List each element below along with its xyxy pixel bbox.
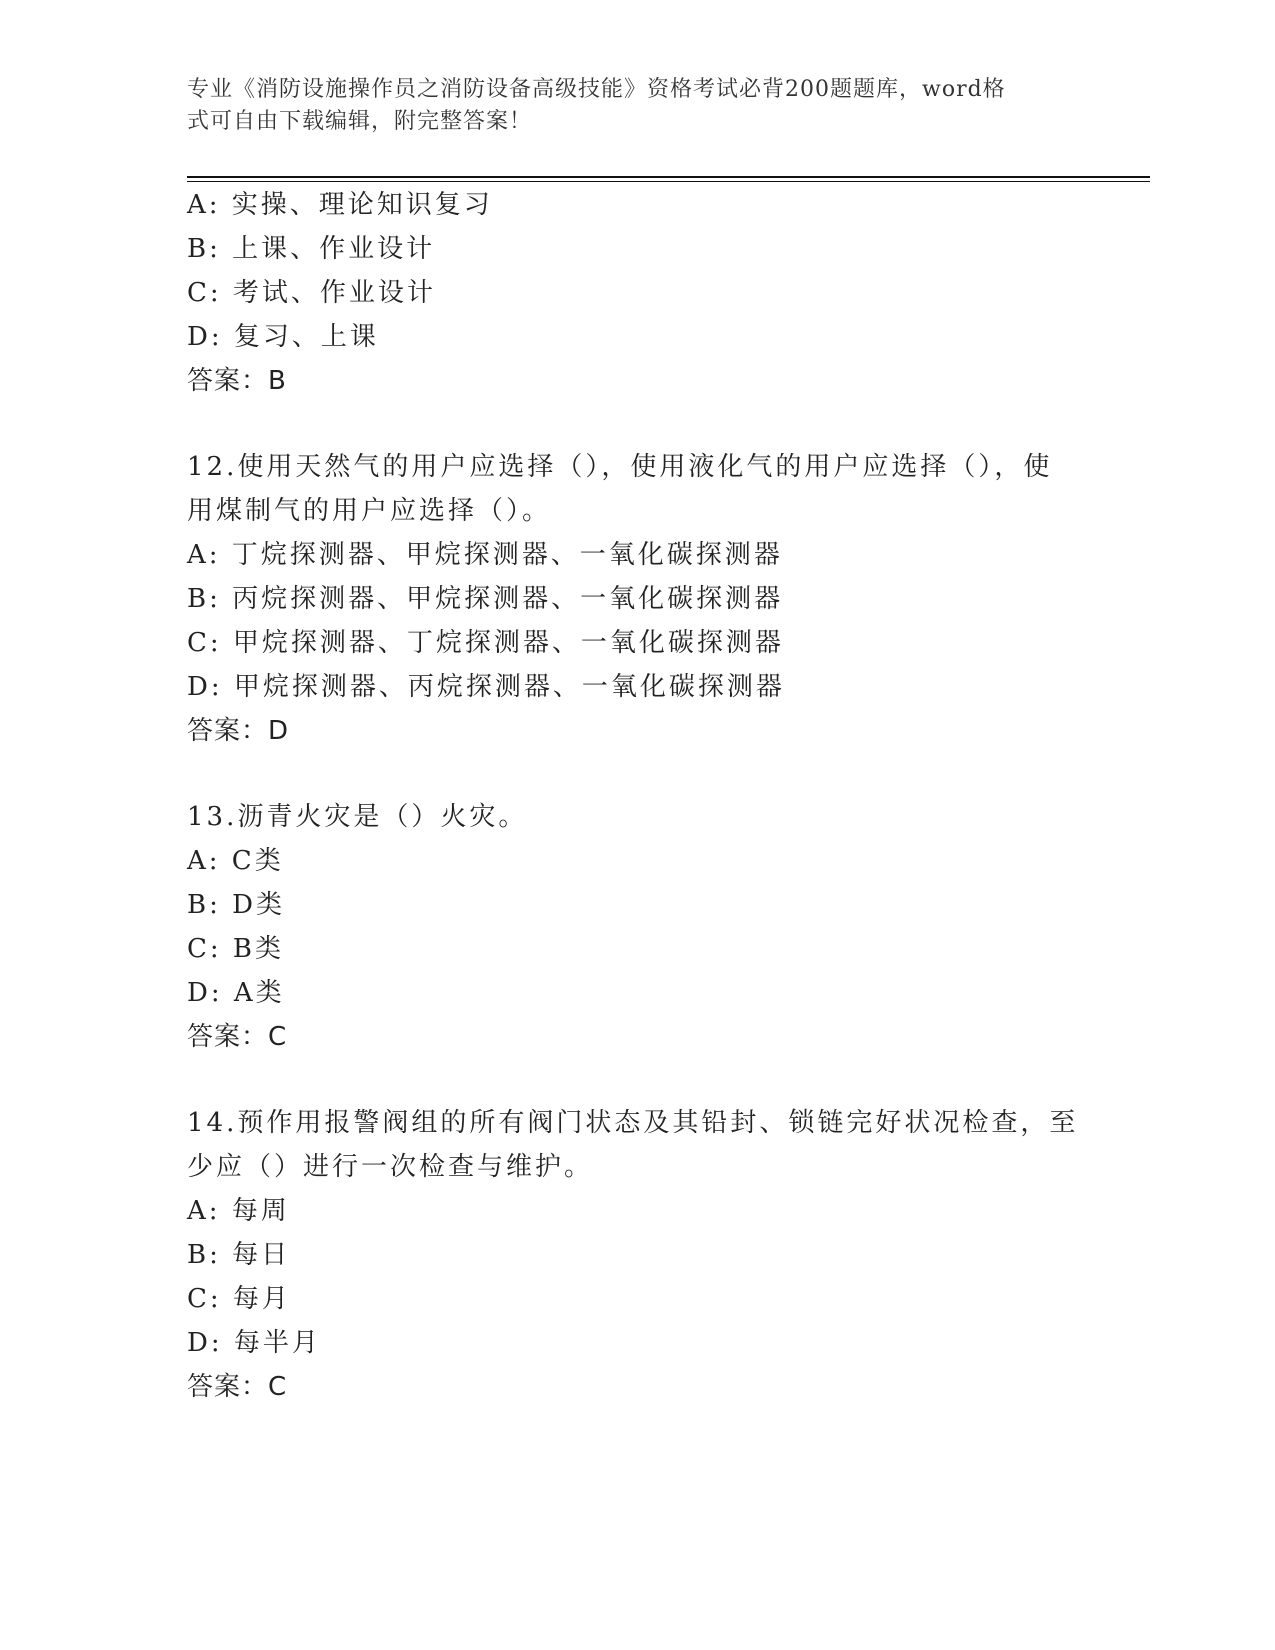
- q14-stem-line-1: 14.预作用报警阀组的所有阀门状态及其铅封、锁链完好状况检查，至: [187, 1108, 1079, 1138]
- q14-option-c: C: 每月: [187, 1284, 291, 1314]
- header-line-2: 式可自由下载编辑，附完整答案！: [187, 109, 533, 134]
- q13-option-c: C: B类: [187, 934, 285, 964]
- q12-stem-line-1: 12.使用天然气的用户应选择（），使用液化气的用户应选择（），使: [187, 452, 1053, 482]
- document-header: [187, 74, 1067, 138]
- q13-option-a: A: C类: [187, 846, 284, 876]
- q13-option-d: D: A类: [187, 978, 285, 1008]
- q12-option-a: A: 丁烷探测器、甲烷探测器、一氧化碳探测器: [187, 540, 783, 570]
- q11-option-c: C: 考试、作业设计: [187, 278, 436, 308]
- q13-stem-line-1: 13.沥青火灾是（）火灾。: [187, 802, 528, 832]
- header-line-1: 专业《消防设施操作员之消防设备高级技能》资格考试必背200题题库，word格: [187, 77, 1006, 102]
- header-divider-thin: [187, 181, 1150, 182]
- q11-answer: 答案：B: [187, 366, 287, 396]
- q13-answer: 答案：C: [187, 1022, 288, 1052]
- q12-option-c: C: 甲烷探测器、丁烷探测器、一氧化碳探测器: [187, 628, 784, 658]
- q12-option-d: D: 甲烷探测器、丙烷探测器、一氧化碳探测器: [187, 672, 785, 702]
- q14-option-a: A: 每周: [187, 1196, 290, 1226]
- q14-answer: 答案：C: [187, 1372, 288, 1402]
- q14-option-d: D: 每半月: [187, 1328, 321, 1358]
- header-divider-thick: [187, 176, 1150, 178]
- q14-option-b: B: 每日: [187, 1240, 291, 1270]
- q12-option-b: B: 丙烷探测器、甲烷探测器、一氧化碳探测器: [187, 584, 784, 614]
- q11-option-a: A: 实操、理论知识复习: [187, 190, 493, 220]
- q11-option-b: B: 上课、作业设计: [187, 234, 436, 264]
- q14-stem-line-2: 少应（）进行一次检查与维护。: [187, 1152, 594, 1182]
- q13-option-b: B: D类: [187, 890, 285, 920]
- q11-option-d: D: 复习、上课: [187, 322, 379, 352]
- q12-stem-line-2: 用煤制气的用户应选择（）。: [187, 496, 552, 526]
- q12-answer: 答案：D: [187, 716, 290, 746]
